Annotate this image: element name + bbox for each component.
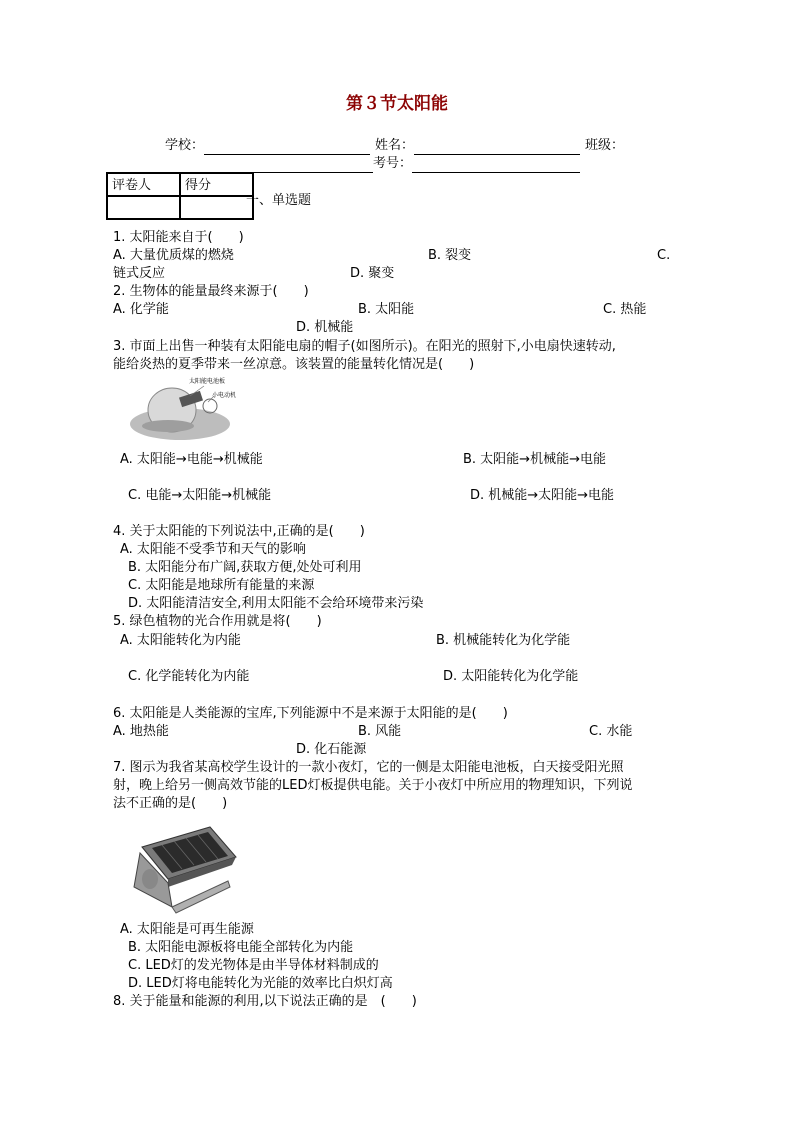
name-field — [375, 137, 580, 155]
question-7-stem-line-2: 射，晚上给另一侧高效节能的LED灯板提供电能。关于小夜灯中所应用的物理知识，下列说 — [113, 778, 633, 793]
q3-option-b: B. 太阳能→机械能→电能 — [463, 452, 606, 467]
solar-hat-figure — [128, 376, 246, 442]
q4-option-c: C. 太阳能是地球所有能量的来源 — [128, 578, 315, 593]
q6-option-d: D. 化石能源 — [296, 742, 367, 757]
q5-option-d: D. 太阳能转化为化学能 — [443, 669, 579, 684]
q7-option-a: A. 太阳能是可再生能源 — [120, 922, 254, 937]
question-6-stem: 6. 太阳能是人类能源的宝库,下列能源中不是来源于太阳能的是( ) — [113, 706, 508, 721]
q2-option-d: D. 机械能 — [296, 320, 354, 335]
q4-option-b: B. 太阳能分布广阔,获取方便,处处可利用 — [128, 560, 362, 575]
score-header: 得分 — [180, 173, 253, 196]
question-3-stem-line-2: 能给炎热的夏季带来一丝凉意。该装置的能量转化情况是( ) — [113, 357, 475, 372]
question-8-stem: 8. 关于能量和能源的利用,以下说法正确的是 ( ) — [113, 994, 417, 1009]
figure-label-motor: 小电动机 — [212, 392, 237, 399]
q2-option-a: A. 化学能 — [113, 302, 169, 317]
q4-option-d: D. 太阳能清洁安全,利用太阳能不会给环境带来污染 — [128, 596, 424, 611]
score-table — [106, 172, 254, 220]
q2-option-c: C. 热能 — [603, 302, 647, 317]
exam-no-blank[interactable] — [412, 159, 580, 173]
q7-option-d: D. LED灯将电能转化为光能的效率比白炽灯高 — [128, 976, 393, 991]
question-1-stem: 1. 太阳能来自于( ) — [113, 230, 244, 245]
night-light-figure — [128, 817, 238, 915]
q5-option-b: B. 机械能转化为化学能 — [436, 633, 571, 648]
q7-option-b: B. 太阳能电源板将电能全部转化为内能 — [128, 940, 354, 955]
question-2-stem: 2. 生物体的能量最终来源于( ) — [113, 284, 309, 299]
q5-option-a: A. 太阳能转化为内能 — [120, 633, 241, 648]
question-3-stem-line-1: 3. 市面上出售一种装有太阳能电扇的帽子(如图所示)。在阳光的照射下,小电扇快速转动, — [113, 339, 616, 354]
q1-option-b: B. 裂变 — [428, 248, 472, 263]
section-heading: 一、单选题 — [246, 193, 312, 208]
grader-cell[interactable] — [107, 196, 180, 219]
grader-header: 评卷人 — [107, 173, 180, 196]
figure-label-solar-panel: 太阳能电池板 — [189, 378, 226, 385]
q6-option-c: C. 水能 — [589, 724, 633, 739]
class-field — [585, 137, 624, 155]
question-7-stem-line-3: 法不正确的是( ) — [113, 796, 228, 811]
name-label: 姓名： — [375, 138, 415, 153]
class-label: 班级： — [585, 138, 625, 153]
q3-option-d: D. 机械能→太阳能→电能 — [470, 488, 615, 503]
exam-no-field — [207, 155, 580, 173]
q3-option-c: C. 电能→太阳能→机械能 — [128, 488, 272, 503]
exam-no-label: 考号： — [373, 156, 413, 171]
question-7-stem-line-1: 7. 图示为我省某高校学生设计的一款小夜灯，它的一侧是太阳能电池板，白天接受阳光照 — [113, 760, 624, 775]
name-blank[interactable] — [414, 141, 580, 155]
question-5-stem: 5. 绿色植物的光合作用就是将( ) — [113, 614, 322, 629]
fan-icon — [203, 399, 217, 413]
q1-option-a: A. 大量优质煤的燃烧 — [113, 248, 234, 263]
q7-option-c: C. LED灯的发光物体是由半导体材料制成的 — [128, 958, 379, 973]
score-cell[interactable] — [180, 196, 253, 219]
q1-option-c: C. — [657, 248, 671, 263]
q2-option-b: B. 太阳能 — [358, 302, 415, 317]
q5-option-c: C. 化学能转化为内能 — [128, 669, 250, 684]
school-label: 学校： — [165, 138, 205, 153]
school-blank[interactable] — [204, 141, 370, 155]
page-title: 第３节太阳能 — [346, 94, 448, 114]
school-field — [165, 137, 370, 155]
class-blank[interactable] — [207, 159, 373, 173]
q6-option-b: B. 风能 — [358, 724, 402, 739]
q1-option-d: D. 聚变 — [350, 266, 395, 281]
q6-option-a: A. 地热能 — [113, 724, 169, 739]
question-4-stem: 4. 关于太阳能的下列说法中,正确的是( ) — [113, 524, 365, 539]
q3-option-a: A. 太阳能→电能→机械能 — [120, 452, 263, 467]
q4-option-a: A. 太阳能不受季节和天气的影响 — [120, 542, 306, 557]
q1-option-c-text: 链式反应 — [113, 266, 166, 281]
